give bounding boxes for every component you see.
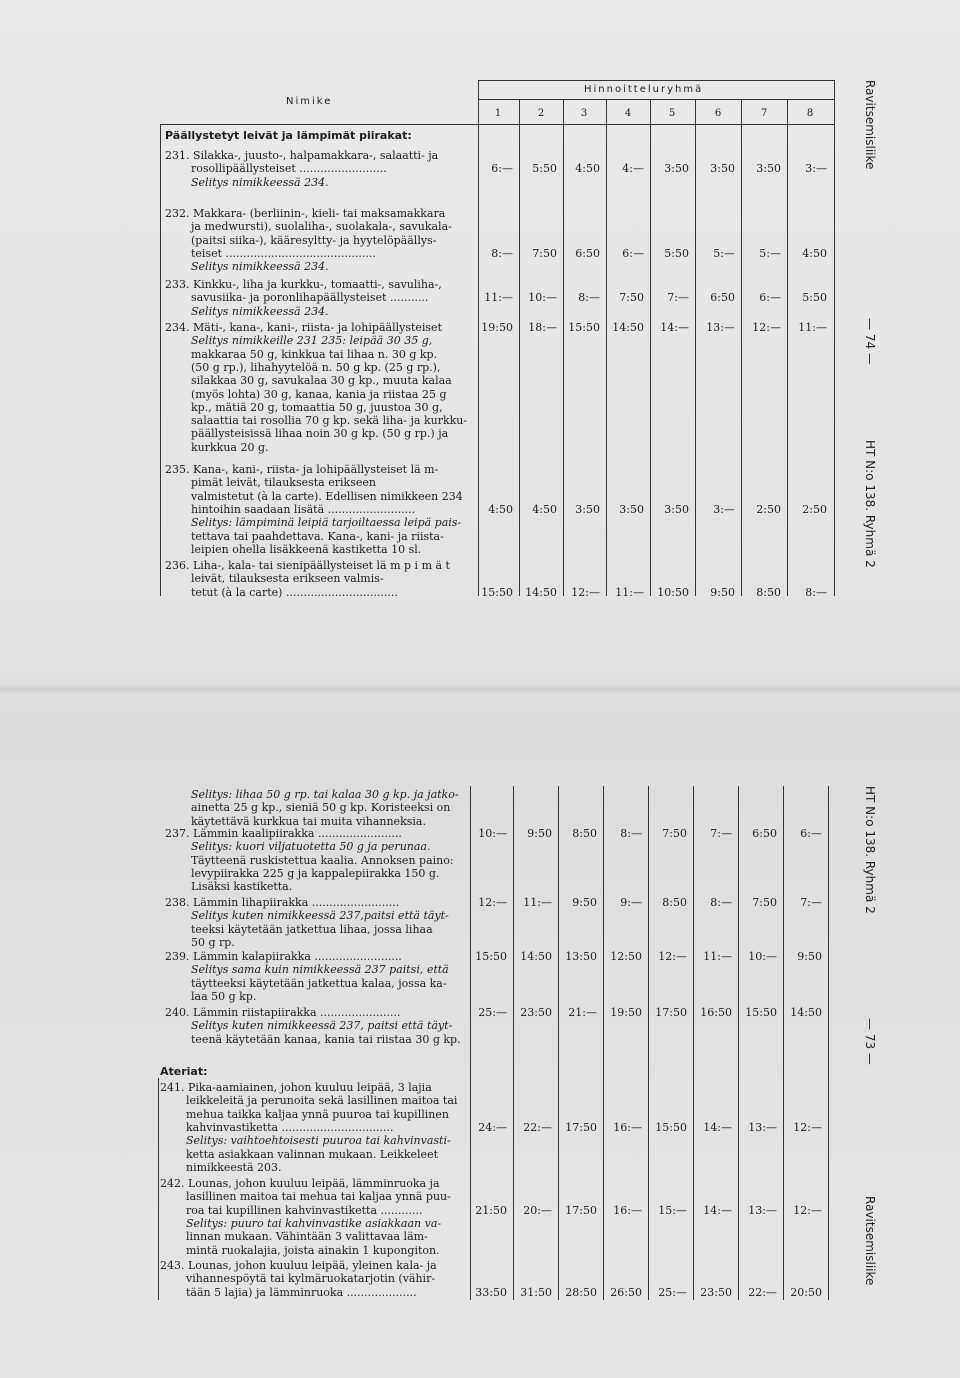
header-nimike: Nimike (286, 96, 333, 107)
price-cell: 19:50 (481, 321, 513, 334)
header-bottom-rule (160, 124, 834, 125)
col-line (606, 99, 607, 596)
price-cell: 12:— (478, 896, 507, 909)
item-text-line: 243. Lounas, johon kuuluu leipää, yleinen kala- ja (160, 1259, 437, 1272)
item-text-line: valmistetut (à la carte). Edellisen nimikkeen 234 (191, 489, 463, 503)
section-title-ateriat: Ateriat: (160, 1065, 208, 1078)
item-text-line: nimikkeestä 203. (186, 1160, 282, 1174)
price-cell: 6:— (800, 827, 822, 840)
header-group-number: 1 (494, 108, 502, 119)
price-cell: 4:— (622, 162, 644, 176)
col-line (787, 99, 788, 596)
item-text-line: 237. Lämmin kaalipiirakka ........................ (165, 827, 402, 840)
price-cell: 24:— (478, 1120, 507, 1134)
item-text-line: mehua taikka kaljaa ynnä puuroa tai kupillinen (186, 1107, 449, 1121)
price-cell: 15:50 (745, 1006, 777, 1019)
price-cell: 12:— (793, 1203, 822, 1217)
item-text-line: ainetta 25 g kp., sieniä 50 g kp. Koristeeksi on (191, 801, 451, 815)
col-line (828, 786, 829, 1300)
side-label-page-74: — 74 — (863, 318, 877, 365)
price-cell: 16:— (613, 1203, 642, 1217)
price-cell: 19:50 (610, 1006, 642, 1019)
price-cell: 6:50 (752, 827, 777, 840)
col-line (741, 99, 742, 596)
col-line (738, 786, 739, 1300)
price-cell: 15:50 (475, 950, 507, 963)
side-label-ht-bottom: HT N:o 138. Ryhmä 2 (863, 786, 877, 914)
header-group-number: 2 (537, 108, 545, 119)
price-cell: 23:50 (520, 1006, 552, 1019)
price-cell: 10:— (748, 950, 777, 963)
price-cell: 14:50 (790, 1006, 822, 1019)
header-group-number: 4 (624, 108, 632, 119)
price-cell: 17:50 (565, 1120, 597, 1134)
price-cell: 7:50 (619, 291, 644, 305)
price-cell: 3:— (713, 502, 735, 516)
item-text-line: Selitys: lihaa 50 g rp. tai kalaa 30 g kp. ja jatko- (191, 788, 459, 801)
price-cell: 31:50 (520, 1285, 552, 1299)
item-text-line: kp., mätiä 20 g, tomaattia 50 g, juustoa 30 g, (191, 400, 443, 414)
item-text-line: Selitys kuten nimikkeessä 237, paitsi että täyt- (191, 1019, 453, 1033)
price-cell: 3:50 (664, 502, 689, 516)
item-text-line: laa 50 g kp. (191, 989, 257, 1003)
item-text-line: 242. Lounas, johon kuuluu leipää, lämminruoka ja (160, 1177, 440, 1190)
item-text-line: 240. Lämmin riistapiirakka ....................... (165, 1006, 401, 1019)
item-text-line: hintoihin saadaan lisätä ......................... (191, 502, 416, 516)
price-cell: 6:50 (575, 246, 600, 260)
price-cell: 2:50 (756, 502, 781, 516)
price-cell: 22:— (523, 1120, 552, 1134)
col-line (695, 99, 696, 596)
item-text-line: 233. Kinkku-, liha ja kurkku-, tomaatti-, savuliha-, (165, 278, 442, 291)
item-text-line: mintä ruokalajia, joista ainakin 1 kupongiton. (186, 1243, 440, 1257)
price-cell: 12:— (571, 585, 600, 599)
item-text-line: Lisäksi kastiketta. (191, 880, 293, 894)
item-text-line: teeksi käytetään jatkettua lihaa, jossa lihaa (191, 922, 433, 936)
header-group-number: 3 (580, 108, 588, 119)
item-text-line: lasillinen maitoa tai mehua tai kaljaa ynnä puu- (186, 1190, 451, 1204)
price-cell: 23:50 (700, 1285, 732, 1299)
price-cell: 16:50 (700, 1006, 732, 1019)
item-text-line: teenä käytetään kanaa, kania tai riistaa 30 g kp. (191, 1032, 461, 1046)
price-cell: 6:— (622, 246, 644, 260)
item-text-line: täytteeksi käytetään jatkettua kalaa, jossa ka- (191, 976, 447, 990)
item-text-line: 234. Mäti-, kana-, kani-, riista- ja lohipäällysteiset (165, 321, 442, 334)
price-cell: 8:50 (572, 827, 597, 840)
price-cell: 14:— (660, 321, 689, 334)
price-cell: 10:50 (657, 585, 689, 599)
item-text-line: Selitys nimikkeessä 234. (191, 260, 329, 274)
col-line (648, 786, 649, 1300)
price-cell: 8:— (578, 291, 600, 305)
item-text-line: 231. Silakka-, juusto-, halpamakkara-, salaatti- ja (165, 149, 439, 162)
price-cell: 11:— (615, 585, 644, 599)
price-cell: 20:50 (790, 1285, 822, 1299)
price-cell: 22:— (748, 1285, 777, 1299)
page-fold-shadow (0, 684, 960, 694)
price-cell: 17:50 (565, 1203, 597, 1217)
item-text-line: kurkkua 20 g. (191, 440, 269, 454)
item-text-line: (50 g rp.), lihahyytelöä n. 50 g kp. (25 g rp.), (191, 360, 441, 374)
price-cell: 33:50 (475, 1285, 507, 1299)
price-cell: 20:— (523, 1203, 552, 1217)
col-line (693, 786, 694, 1300)
item-text-line: 232. Makkara- (berliinin-, kieli- tai maksamakkara (165, 207, 446, 220)
item-text-line: leivät, tilauksesta erikseen valmis- (191, 572, 384, 586)
item-text-line: 50 g rp. (191, 935, 235, 949)
item-text-line: Selitys: kuori viljatuotetta 50 g ja perunaa. (191, 840, 431, 854)
item-text-line: rosollipäällysteiset ......................... (191, 162, 387, 176)
price-cell: 14:— (703, 1203, 732, 1217)
price-cell: 26:50 (610, 1285, 642, 1299)
price-cell: 4:50 (488, 502, 513, 516)
side-label-page-73: — 73 — (863, 1018, 877, 1065)
item-text-line: Selitys nimikkeessä 234. (191, 175, 329, 189)
table-left-edge (158, 1078, 159, 1300)
price-cell: 3:50 (710, 162, 735, 176)
header-group-number: 7 (760, 108, 768, 119)
price-cell: 7:— (710, 827, 732, 840)
price-cell: 4:50 (575, 162, 600, 176)
header-mid-rule (478, 99, 834, 100)
price-cell: 12:— (658, 950, 687, 963)
item-text-line: 238. Lämmin lihapiirakka ......................... (165, 896, 400, 909)
item-text-line: 236. Liha-, kala- tai sienipäällysteiset lä m p i m ä t (165, 559, 450, 572)
item-text-line: käytettävä kurkkua tai muita vihanneksia. (191, 814, 426, 828)
price-cell: 5:50 (664, 246, 689, 260)
price-cell: 9:50 (527, 827, 552, 840)
item-text-line: savusiika- ja poronlihapäällysteiset ........... (191, 291, 429, 305)
price-cell: 12:50 (610, 950, 642, 963)
price-cell: 11:— (484, 291, 513, 305)
item-text-line: 241. Pika-aamiainen, johon kuuluu leipää, 3 lajia (160, 1081, 432, 1094)
item-text-line: linnan mukaan. Vähintään 3 valittavaa läm- (186, 1230, 428, 1244)
item-text-line: tään 5 lajia) ja lämminruoka .................... (186, 1285, 417, 1299)
price-cell: 14:50 (612, 321, 644, 334)
item-text-line: salaattia tai rosollia 70 g kp. sekä liha- ja kurkku- (191, 414, 468, 428)
item-text-line: leikkeleitä ja perunoita sekä lasillinen maitoa tai (186, 1094, 458, 1108)
price-cell: 14:50 (525, 585, 557, 599)
price-cell: 5:50 (802, 291, 827, 305)
price-cell: 13:50 (565, 950, 597, 963)
price-cell: 18:— (528, 321, 557, 334)
price-cell: 3:50 (664, 162, 689, 176)
section-title-paallystetyt: Päällystetyt leivät ja lämpimät piirakat: (165, 129, 412, 142)
price-cell: 6:— (759, 291, 781, 305)
price-cell: 25:— (658, 1285, 687, 1299)
price-cell: 13:— (748, 1203, 777, 1217)
price-cell: 14:— (703, 1120, 732, 1134)
header-group-title: Hinnoitteluryhmä (584, 84, 704, 95)
price-cell: 7:50 (532, 246, 557, 260)
price-cell: 14:50 (520, 950, 552, 963)
price-cell: 15:50 (568, 321, 600, 334)
side-label-ravitsemisliike-bottom: Ravitsemisliike (863, 1196, 877, 1286)
price-cell: 4:50 (532, 502, 557, 516)
price-cell: 3:50 (756, 162, 781, 176)
price-cell: 13:— (706, 321, 735, 334)
price-cell: 13:— (748, 1120, 777, 1134)
price-cell: 9:50 (710, 585, 735, 599)
price-cell: 5:50 (532, 162, 557, 176)
price-cell: 7:50 (752, 896, 777, 909)
price-cell: 11:— (798, 321, 827, 334)
price-cell: 16:— (613, 1120, 642, 1134)
price-cell: 15:— (658, 1203, 687, 1217)
price-cell: 17:50 (655, 1006, 687, 1019)
price-cell: 6:— (491, 162, 513, 176)
header-group-number: 5 (668, 108, 676, 119)
item-text-line: Selitys sama kuin nimikkeessä 237 paitsi, että (191, 963, 449, 977)
col-line (513, 786, 514, 1300)
item-text-line: Selitys kuten nimikkeessä 237,paitsi että täyt- (191, 909, 449, 923)
price-cell: 3:— (805, 162, 827, 176)
item-text-line: kahvinvastiketta ................................ (186, 1120, 394, 1134)
price-cell: 8:— (805, 585, 827, 599)
item-text-line: (myös lohta) 30 g, kanaa, kania ja riistaa 25 g (191, 387, 447, 401)
price-cell: 8:— (491, 246, 513, 260)
price-cell: 9:50 (797, 950, 822, 963)
item-text-line: levypiirakka 225 g ja kappalepiirakka 150 g. (191, 866, 440, 880)
price-cell: 15:50 (655, 1120, 687, 1134)
price-cell: 25:— (478, 1006, 507, 1019)
col-line (558, 786, 559, 1300)
col-line (834, 80, 835, 596)
side-label-ht-top: HT N:o 138. Ryhmä 2 (863, 440, 877, 568)
item-text-line: silakkaa 30 g, savukalaa 30 g kp., muuta kalaa (191, 374, 452, 388)
price-cell: 8:50 (756, 585, 781, 599)
col-line (470, 786, 471, 1300)
item-text-line: Selitys: vaihtoehtoisesti puuroa tai kahvinvasti- (186, 1134, 451, 1148)
price-cell: 7:50 (662, 827, 687, 840)
item-text-line: 235. Kana-, kani-, riista- ja lohipäällysteiset lä m- (165, 463, 439, 476)
item-text-line: ja medwursti), suolaliha-, suolakala-, savukala- (191, 220, 452, 234)
price-cell: 8:— (620, 827, 642, 840)
price-cell: 5:— (759, 246, 781, 260)
item-text-line: ketta asiakkaan valinnan mukaan. Leikkeleet (186, 1147, 439, 1161)
col-line (783, 786, 784, 1300)
item-text-line: pimät leivät, tilauksesta erikseen (191, 476, 376, 490)
item-text-line: Selitys nimikkeille 231 235: leipää 30 35 g, (191, 334, 433, 348)
price-cell: 9:— (620, 896, 642, 909)
item-text-line: Selitys: puuro tai kahvinvastike asiakkaan va- (186, 1216, 442, 1230)
price-cell: 12:— (793, 1120, 822, 1134)
item-text-line: (paitsi siika-), kääresyltty- ja hyytelöpäällys- (191, 233, 437, 247)
header-group-number: 8 (806, 108, 814, 119)
item-text-line: päällysteisissä lihaa noin 30 g kp. (50 g rp.) ja (191, 427, 449, 441)
price-cell: 21:50 (475, 1203, 507, 1217)
item-text-line: Täytteenä ruskistettua kaalia. Annoksen paino: (191, 853, 454, 867)
col-line (603, 786, 604, 1300)
price-cell: 15:50 (481, 585, 513, 599)
price-cell: 7:— (800, 896, 822, 909)
col-line (563, 99, 564, 596)
price-cell: 7:— (667, 291, 689, 305)
price-cell: 11:— (703, 950, 732, 963)
price-cell: 2:50 (802, 502, 827, 516)
price-cell: 28:50 (565, 1285, 597, 1299)
item-text-line: roa tai kupillinen kahvinvastiketta ............ (186, 1203, 423, 1217)
item-text-line: leipien ohella lisäkkeenä kastiketta 10 sl. (191, 542, 422, 556)
item-text-line: vihannespöytä tai kylmäruokatarjotin (vähir- (186, 1272, 436, 1286)
price-cell: 8:50 (662, 896, 687, 909)
price-cell: 4:50 (802, 246, 827, 260)
col-line (519, 99, 520, 596)
price-cell: 9:50 (572, 896, 597, 909)
price-cell: 10:— (478, 827, 507, 840)
item-text-line: tettava tai paahdettava. Kana-, kani- ja riista- (191, 529, 444, 543)
price-cell: 11:— (523, 896, 552, 909)
price-cell: 12:— (752, 321, 781, 334)
item-text-line: Selitys nimikkeessä 234. (191, 304, 329, 318)
price-cell: 21:— (568, 1006, 597, 1019)
col-line (478, 80, 479, 596)
table-left-edge (160, 124, 161, 596)
price-cell: 6:50 (710, 291, 735, 305)
side-label-ravitsemisliike-top: Ravitsemisliike (863, 80, 877, 170)
header-group-number: 6 (714, 108, 722, 119)
col-line (650, 99, 651, 596)
item-text-line: 239. Lämmin kalapiirakka ......................... (165, 950, 402, 963)
price-cell: 5:— (713, 246, 735, 260)
item-text-line: teiset ........................................... (191, 246, 376, 260)
item-text-line: tetut (à la carte) ................................ (191, 585, 398, 599)
item-text-line: makkaraa 50 g, kinkkua tai lihaa n. 30 g kp. (191, 347, 438, 361)
price-cell: 10:— (528, 291, 557, 305)
price-cell: 8:— (710, 896, 732, 909)
item-text-line: Selitys: lämpiminä leipiä tarjoiltaessa leipä pais- (191, 516, 462, 530)
price-cell: 3:50 (575, 502, 600, 516)
price-cell: 3:50 (619, 502, 644, 516)
header-top-rule (478, 80, 834, 81)
